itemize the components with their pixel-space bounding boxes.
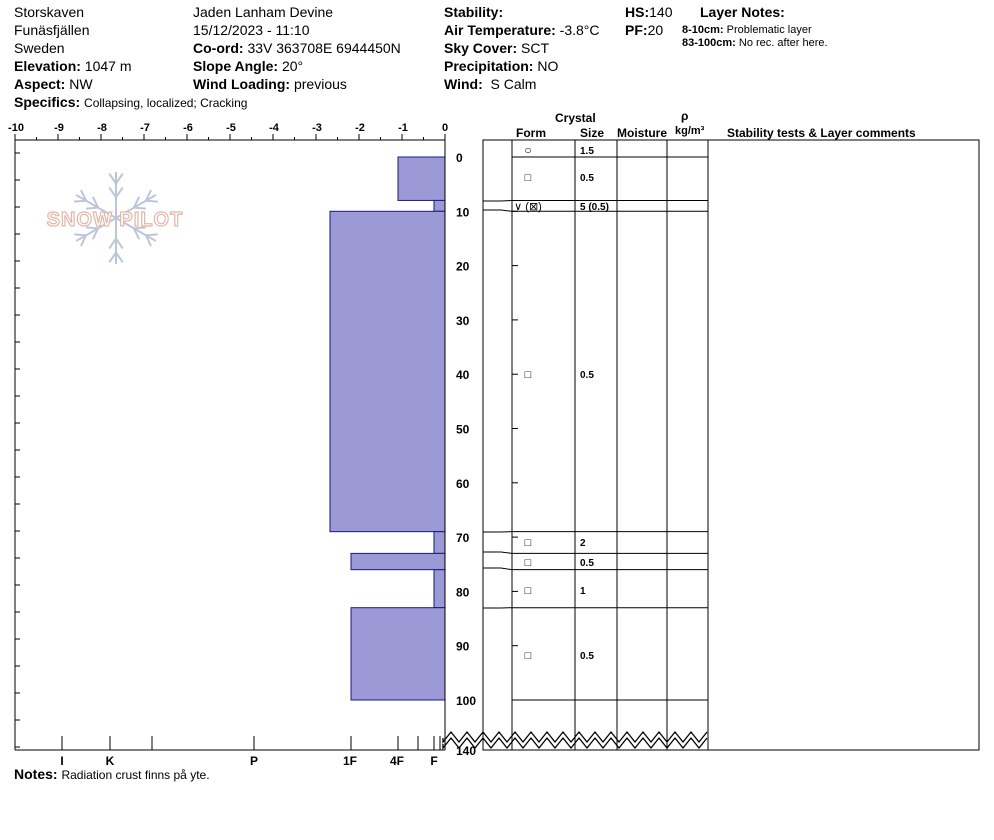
depth-tick-label: 90 (456, 639, 470, 654)
depth-tick-label: 20 (456, 259, 470, 274)
crystal-form-symbol: □ (524, 650, 532, 662)
wind-loading-value: previous (293, 76, 347, 92)
depth-tick-label: 50 (456, 422, 470, 437)
snowflake-branch (116, 187, 123, 197)
notes-text: Radiation crust finns på yte. (61, 768, 210, 782)
crystal-size: 1 (580, 586, 586, 597)
temperature-tick-label: 0 (441, 122, 449, 134)
size-header: Size (580, 126, 605, 140)
temperature-tick-label: -6 (183, 122, 193, 134)
hs-label: HS: (625, 4, 650, 20)
crystal-size: 0.5 (580, 558, 594, 569)
notes-row (14, 766, 210, 783)
temperature-tick-label: -8 (97, 122, 107, 134)
elevation-label: Elevation: (14, 58, 81, 74)
stability-comments-header: Stability tests & Layer comments (727, 126, 916, 140)
temperature-tick-label: -5 (226, 122, 236, 134)
crystal-size: 1.5 (580, 146, 594, 157)
crystal-form-symbol: □ (524, 537, 532, 549)
depth-tick-label: 30 (456, 313, 470, 328)
hardness-tick-label: K (105, 754, 115, 768)
depth-tick-label: 100 (456, 694, 477, 708)
aspect-value: NW (69, 76, 93, 92)
stability-label: Stability: (444, 4, 504, 20)
layer-leader (483, 200, 512, 201)
air-temp-label: Air Temperature: (444, 22, 556, 38)
specifics-value: Collapsing, localized; Cracking (84, 96, 248, 110)
temperature-tick-label: -9 (54, 122, 64, 134)
crystal-form-symbol: □ (524, 369, 532, 381)
elevation-value: 1047 m (84, 58, 132, 74)
rho-header: ρ (681, 109, 689, 123)
depth-tick-label: 10 (456, 205, 470, 220)
temperature-tick-label: -10 (8, 122, 24, 134)
temperature-tick-label: -1 (398, 122, 408, 134)
pf-value: 20 (647, 22, 664, 38)
layer-note-text: Problematic layer (726, 24, 812, 36)
layer-note-range: 83-100cm: (682, 37, 736, 49)
specifics-label: Specifics: (14, 94, 81, 110)
layer-table-frame (483, 140, 979, 750)
wind-loading-label: Wind Loading: (193, 76, 291, 92)
depth-bottom-label: 140 (456, 744, 477, 758)
precip-value: NO (537, 58, 559, 74)
logo-text: SNOW PILOT (46, 209, 184, 231)
layer-leader (483, 568, 512, 570)
hardness-profile (330, 157, 445, 700)
snowflake-branch (109, 174, 116, 184)
crystal-form-symbol: □ (524, 557, 532, 569)
wind-value: S Calm (490, 76, 537, 92)
layer-note-range: 8-10cm: (682, 24, 724, 36)
crystal-size: 5 (0.5) (580, 202, 609, 213)
aspect-label: Aspect: (14, 76, 66, 92)
snowpilot-logo (47, 172, 184, 264)
form-header: Form (516, 126, 546, 140)
temperature-tick-label: -4 (269, 122, 279, 134)
wind-label: Wind: (444, 76, 483, 92)
hardness-bar (434, 570, 445, 608)
slope-label: Slope Angle: (193, 58, 279, 74)
sky-value: SCT (521, 40, 550, 56)
layer-leader (483, 210, 512, 211)
hardness-bar (398, 157, 445, 200)
coord-value: 33V 363708E 6944450N (247, 40, 401, 56)
hardness-tick-label: 4F (389, 754, 405, 768)
pf-label: PF: (625, 22, 648, 38)
slope-value: 20° (281, 58, 304, 74)
depth-tick-label: 70 (456, 531, 470, 546)
temperature-tick-label: -7 (140, 122, 150, 134)
hardness-bar (434, 200, 445, 211)
snowflake-branch (146, 201, 158, 202)
snowflake-branch (109, 187, 116, 197)
observer: Jaden Lanham Devine (193, 4, 334, 20)
snowflake-branch (116, 253, 123, 263)
depth-tick-label: 40 (456, 368, 470, 383)
hardness-tick-label: 1F (342, 754, 358, 768)
hardness-bar (330, 211, 445, 531)
depth-tick-label: 0 (456, 151, 463, 165)
snowflake-branch (116, 239, 123, 249)
crystal-size: 0.5 (580, 370, 594, 381)
crystal-form-symbol: ○ (524, 143, 532, 157)
coord-label: Co-ord: (193, 40, 244, 56)
location: Storskaven (14, 4, 85, 20)
hardness-tick-label: F (430, 754, 438, 768)
crystal-size: 2 (580, 538, 586, 549)
layer-leader (483, 552, 512, 553)
sky-label: Sky Cover: (444, 40, 518, 56)
snowflake-branch (109, 239, 116, 249)
hardness-bar (351, 553, 445, 569)
snowflake-branch (74, 234, 86, 235)
crystal-header: Crystal (555, 111, 596, 125)
hs-value: 140 (649, 4, 673, 20)
crystal-form-symbol: ∨ (⊠) (514, 201, 542, 213)
notes-label: Notes: (14, 766, 58, 782)
snowflake-branch (109, 253, 116, 263)
snowflake-branch (146, 234, 158, 235)
air-temp-value: -3.8°C (559, 22, 600, 38)
crystal-form-symbol: □ (524, 585, 532, 597)
layer-table (443, 140, 979, 750)
crystal-size: 0.5 (580, 651, 594, 662)
area: Funäsfjällen (14, 22, 90, 38)
precip-label: Precipitation: (444, 58, 534, 74)
moisture-header: Moisture (617, 126, 668, 140)
country: Sweden (14, 40, 65, 56)
snowflake-branch (116, 174, 123, 184)
snowflake-branch (74, 201, 86, 202)
layer-notes-label: Layer Notes: (700, 4, 785, 20)
hardness-tick-label: P (249, 754, 259, 768)
temperature-tick-label: -2 (355, 122, 365, 134)
depth-tick-label: 60 (456, 476, 470, 491)
crystal-form-symbol: □ (524, 172, 532, 184)
density-unit-header: kg/m³ (675, 125, 705, 137)
crystal-size: 0.5 (580, 173, 594, 184)
depth-tick-label: 80 (456, 585, 470, 600)
temperature-tick-label: -3 (312, 122, 322, 134)
hardness-bar (434, 532, 445, 554)
datetime: 15/12/2023 - 11:10 (193, 22, 310, 38)
hardness-tick-label: I (60, 754, 64, 768)
layer-note-text: No rec. after here. (738, 37, 828, 49)
hardness-bar (351, 608, 445, 700)
